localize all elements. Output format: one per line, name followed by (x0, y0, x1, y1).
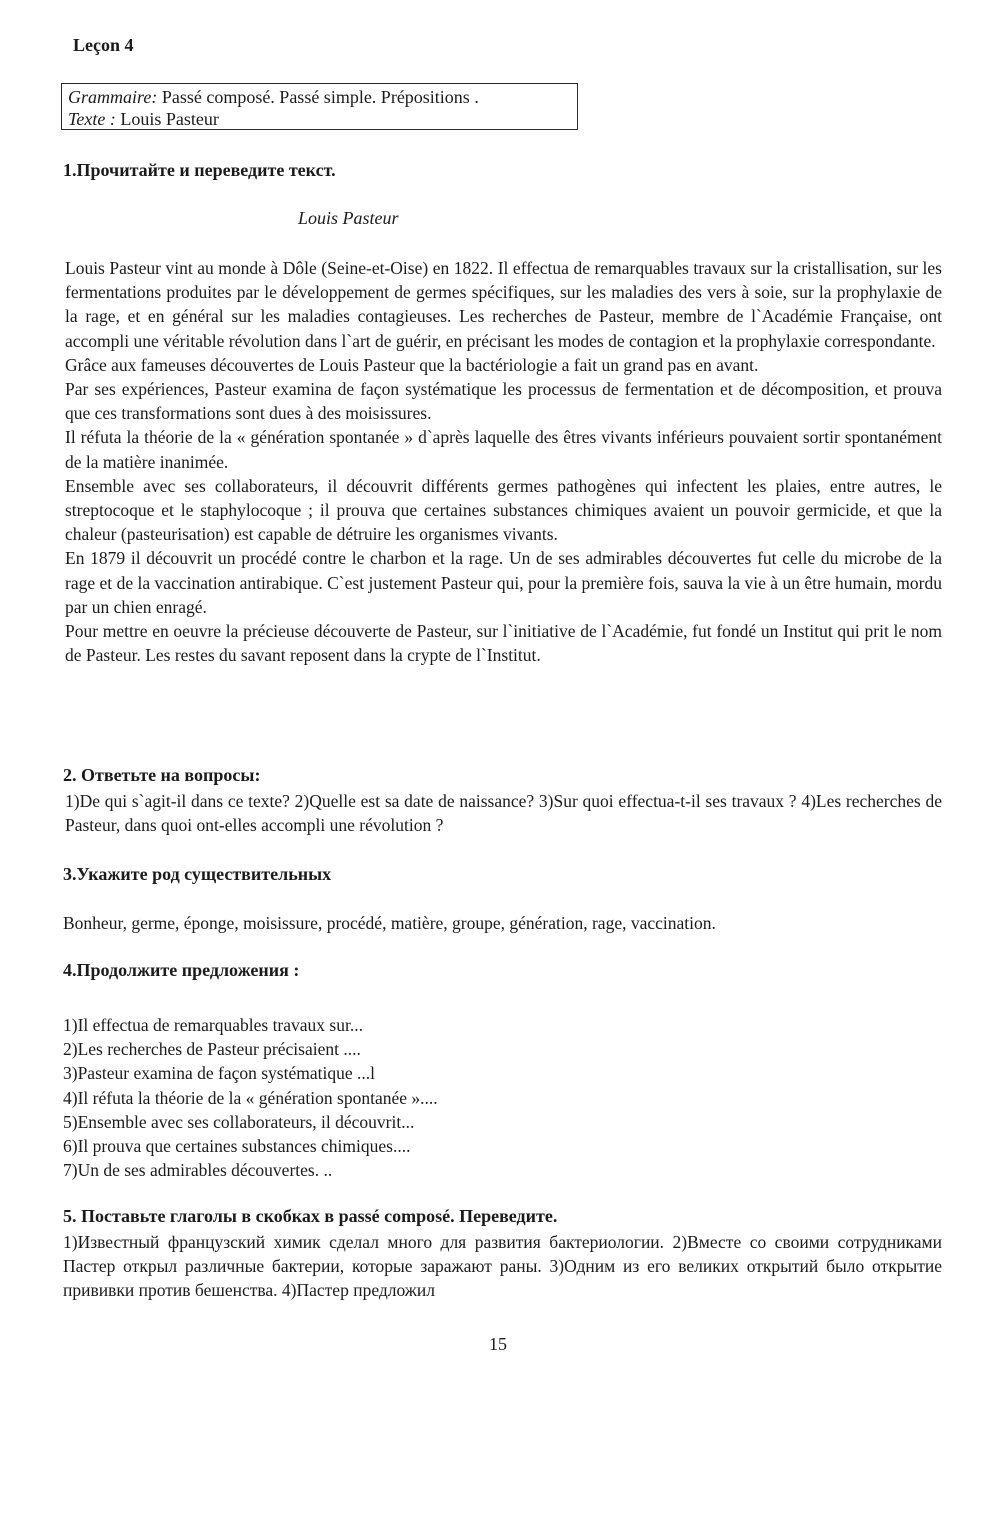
page-number: 15 (489, 1334, 507, 1354)
list-item: 2)Les recherches de Pasteur précisaient .... (63, 1039, 361, 1060)
task5-text: 1)Известный французский химик сделал много для развития бактериологии. 2)Вместе со своими сотрудниками Пастер открыл различные бактерии, которые заражают раны. 3)Одним из его великих открытий было открытие прививки против бешенства. 4)Пастер предложил (63, 1232, 942, 1301)
paragraph: Grâce aux fameuses découvertes de Louis Pasteur que la bactériologie a fait un grand pas en avant. (65, 354, 759, 375)
text-label: Texte : (68, 109, 116, 129)
paragraph: En 1879 il découvrit un procédé contre le charbon et la rage. Un de ses admirables découvertes fut celle du microbe de la rage et de la vaccination antirabique. C`est justement Pasteur qui, pour la première fois, sauva la vie à un être humain, mordu par un chien enragé. (65, 548, 942, 617)
task5-heading: 5. Поставьте глаголы в скобках в passé composé. Переведите. (63, 1206, 558, 1226)
task3-heading: 3.Укажите род существительных (63, 864, 332, 884)
lesson-title: Leçon 4 (73, 35, 134, 55)
text-value: Louis Pasteur (115, 109, 219, 129)
list-item: 4)Il réfuta la théorie de la « génération spontanée ».... (63, 1087, 438, 1108)
list-item: 7)Un de ses admirables découvertes. .. (63, 1160, 333, 1181)
topic-box (61, 83, 578, 130)
text-title: Louis Pasteur (298, 208, 399, 228)
paragraph: Il réfuta la théorie de la « génération spontanée » d`après laquelle des êtres vivants inférieurs pouvaient sortir spontanément de la matière inanimée. (65, 427, 942, 472)
reading-text (65, 256, 942, 667)
list-item: 1)Il effectua de remarquables travaux sur... (63, 1015, 363, 1035)
task2-questions: 1)De qui s`agit-il dans ce texte? 2)Quelle est sa date de naissance? 3)Sur quoi effectua-t-il ses travaux ? 4)Les recherches de Pasteur, dans quoi ont-elles accompli une révolution ? (65, 791, 942, 836)
task1-heading: 1.Прочитайте и переведите текст. (63, 160, 336, 180)
paragraph: Louis Pasteur vint au monde à Dôle (Seine-et-Oise) en 1822. Il effectua de remarquables travaux sur la cristallisation, sur les fermentations produites par le développement de germes spécifiques, sur les maladies des vers à soie, sur la prophylaxie de la rage, et en général sur les maladies contagieuses. Les recherches de Pasteur, membre de l`Académie Française, ont accompli une véritable révolution dans l`art de guérir, en précisant les modes de contagion et la prophylaxie correspondante. (65, 258, 942, 351)
task4-heading: 4.Продолжите предложения : (63, 960, 300, 980)
paragraph: Par ses expériences, Pasteur examina de façon systématique les processus de fermentation et de décomposition, et prouva que ces transformations sont dues à des moisissures. (65, 379, 942, 424)
paragraph: Pour mettre en oeuvre la précieuse découverte de Pasteur, sur l`initiative de l`Académie, fut fondé un Institut qui prit le nom de Pasteur. Les restes du savant reposent dans la crypte de l`Institut. (65, 621, 942, 666)
list-item: 5)Ensemble avec ses collaborateurs, il découvrit... (63, 1111, 415, 1132)
grammar-text: Passé composé. Passé simple. Prépositions . (157, 87, 479, 107)
grammar-line (68, 86, 577, 108)
paragraph: Ensemble avec ses collaborateurs, il découvrit différents germes pathogènes qui infectent les plaies, entre autres, le streptocoque et le staphylocoque ; il prouva que certaines substances chimiques avaient un pouvoir germicide, et que la chaleur (pasteurisation) est capable de détruire les organismes vivants. (65, 475, 942, 545)
list-item: 6)Il prouva que certaines substances chimiques.... (63, 1136, 411, 1157)
task2-heading: 2. Ответьте на вопросы: (63, 765, 261, 785)
task4-list (63, 1013, 438, 1182)
text-line (68, 108, 577, 130)
list-item: 3)Pasteur examina de façon systématique ...l (63, 1063, 375, 1084)
grammar-label: Grammaire: (68, 87, 158, 107)
task3-words: Bonheur, germe, éponge, moisissure, procédé, matière, groupe, génération, rage, vaccination. (63, 913, 716, 933)
